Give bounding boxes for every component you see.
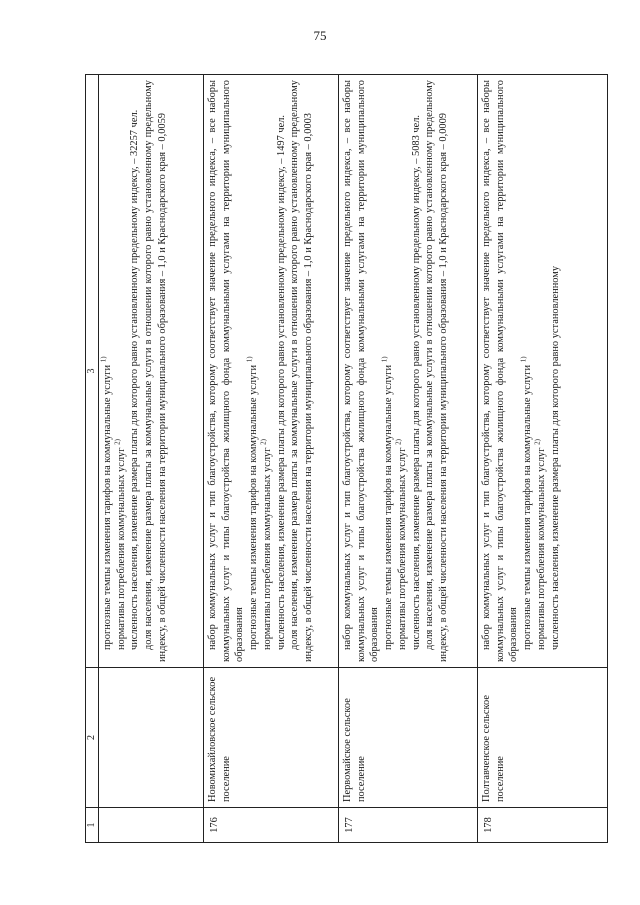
settlement-name-cell xyxy=(99,668,204,808)
header-col-2: 2 xyxy=(86,668,99,808)
indicator-service-set: набор коммунальных услуг и тип благоустройства, которому соответствует значение предельного индекса, – все наборы коммунальных услуг и типы благоустройства жилищного фонда коммунальными услугами на территории муниципального образования xyxy=(342,80,381,662)
row-number-cell xyxy=(99,808,204,843)
table-row-178 xyxy=(478,75,608,843)
table-row-176 xyxy=(204,75,339,843)
indicator-share: доля населения, изменение размера платы за коммунальные услуги в отношении которого равно установленному предельному индексу, в общей численности населения на территории муниципального образования – 1,0 и Краснодарского края – 0,0009 xyxy=(424,80,450,662)
indicator-norms: нормативы потребления коммунальных услуг xyxy=(261,447,273,650)
indicator-population: численность населения, изменение размера платы для которого равно установленному предельному индексу, – 5083 чел. xyxy=(410,114,422,650)
indicator-population: численность населения, изменение размера платы для которого равно установленному предельному индексу, – 32257 чел. xyxy=(129,109,141,650)
indicators-cell xyxy=(99,75,204,668)
header-col-1: 1 xyxy=(86,808,99,843)
row-number: 177 xyxy=(339,808,478,843)
indicator-norms: нормативы потребления коммунальных услуг xyxy=(535,447,547,650)
indicators-cell xyxy=(204,75,339,668)
settlement-name: Первомайское сельское поселение xyxy=(339,668,478,808)
indicator-share: доля населения, изменение размера платы за коммунальные услуги в отношении которого равно установленному предельному индексу, в общей численности населения на территории муниципального образования – 1,0 и Краснодарского края – 0,0059 xyxy=(143,80,168,662)
indicator-norms: нормативы потребления коммунальных услуг xyxy=(115,447,127,650)
settlement-name: Новомихайловское сельское поселение xyxy=(204,668,339,808)
footnote-mark: 1) xyxy=(519,356,528,363)
settlement-name: Полтавченское сельское поселение xyxy=(478,668,608,808)
footnote-mark: 2) xyxy=(259,439,268,445)
header-col-3: 3 xyxy=(86,75,99,668)
table-row-continuation xyxy=(99,75,204,843)
table-header-row xyxy=(86,75,99,843)
table-container xyxy=(85,75,590,843)
row-number: 178 xyxy=(478,808,608,843)
indicator-tariffs: прогнозные темпы изменения тарифов на коммунальные услуги xyxy=(248,364,260,650)
indicator-tariffs: прогнозные темпы изменения тарифов на коммунальные услуги xyxy=(102,364,113,650)
footnote-mark: 1) xyxy=(380,356,389,363)
indicators-cell xyxy=(339,75,478,668)
indicator-tariffs: прогнозные темпы изменения тарифов на коммунальные услуги xyxy=(383,364,395,650)
footnote-mark: 2) xyxy=(533,439,542,445)
footnote-mark: 1) xyxy=(245,356,254,363)
tariff-table xyxy=(85,74,608,843)
table-row-177 xyxy=(339,75,478,843)
indicator-tariffs: прогнозные темпы изменения тарифов на коммунальные услуги xyxy=(522,364,534,650)
indicators-cell xyxy=(478,75,608,668)
indicator-share: доля населения, изменение размера платы за коммунальные услуги в отношении которого равно установленному предельному индексу, в общей численности населения на территории муниципального образования – 1,0 и Краснодарского края – 0,0003 xyxy=(289,80,315,662)
indicator-population: численность населения, изменение размера платы для которого равно установленному предельному индексу, – 1497 чел. xyxy=(275,114,287,650)
indicator-population: численность населения, изменение размера платы для которого равно установленному xyxy=(549,265,561,650)
footnote-mark: 1) xyxy=(99,356,108,363)
indicator-norms: нормативы потребления коммунальных услуг xyxy=(396,447,408,650)
footnote-mark: 2) xyxy=(113,439,122,445)
indicator-service-set: набор коммунальных услуг и тип благоустройства, которому соответствует значение предельного индекса, – все наборы коммунальных услуг и типы благоустройства жилищного фонда коммунальными услугами на территории муниципального образования xyxy=(207,80,246,662)
row-number: 176 xyxy=(204,808,339,843)
page-number: 75 xyxy=(313,28,327,43)
indicator-service-set: набор коммунальных услуг и тип благоустройства, которому соответствует значение предельного индекса, – все наборы коммунальных услуг и типы благоустройства жилищного фонда коммунальными услугами на территории муниципального образования xyxy=(481,80,520,662)
footnote-mark: 2) xyxy=(394,439,403,445)
rotated-table-wrapper xyxy=(85,75,590,843)
